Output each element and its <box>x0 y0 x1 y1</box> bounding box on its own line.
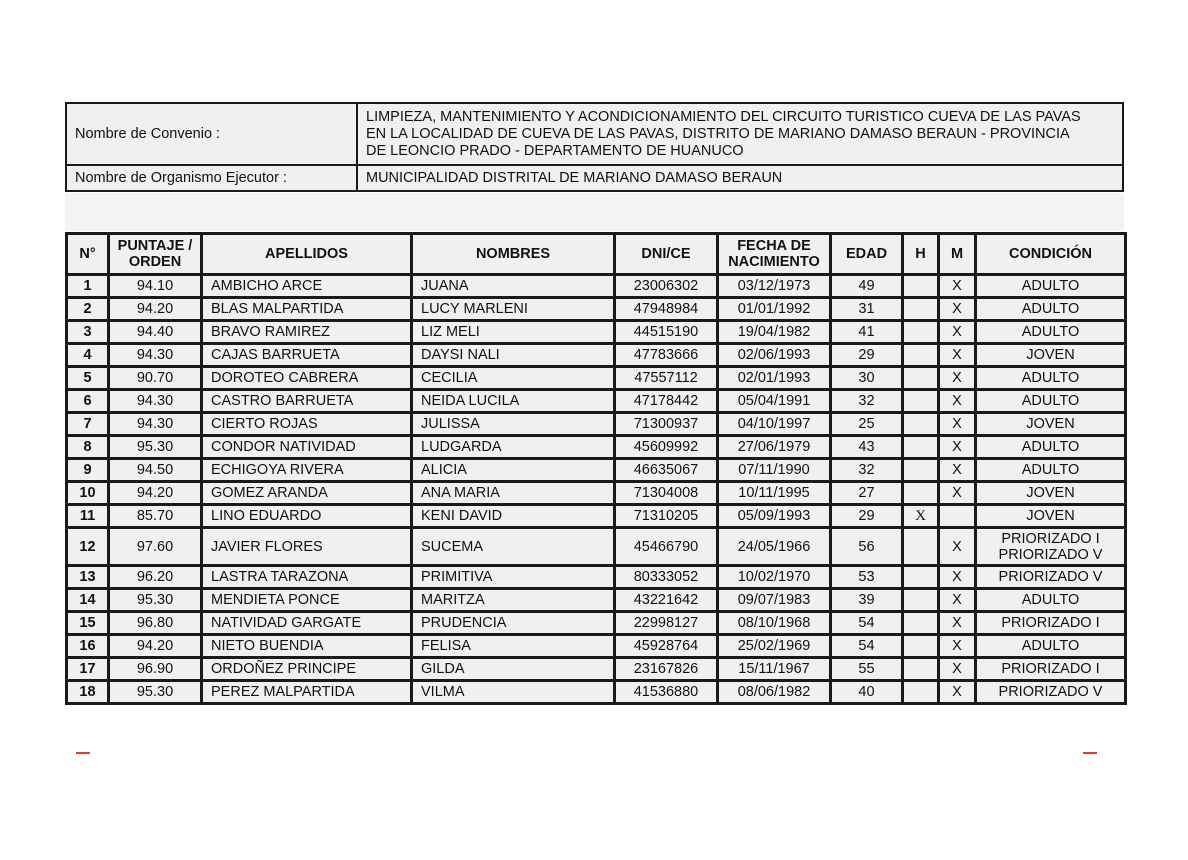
cell-apellidos: CAJAS BARRUETA <box>202 344 412 367</box>
cell-dni: 80333052 <box>615 566 718 589</box>
cell-apellidos: JAVIER FLORES <box>202 528 412 566</box>
cell-puntaje: 95.30 <box>109 436 202 459</box>
cell-m: X <box>939 436 976 459</box>
cell-condicion: ADULTO <box>976 635 1126 658</box>
cell-edad: 29 <box>831 505 903 528</box>
col-header-apellidos: APELLIDOS <box>202 234 412 275</box>
cell-condicion: JOVEN <box>976 344 1126 367</box>
cell-edad: 29 <box>831 344 903 367</box>
cell-n: 17 <box>67 658 109 681</box>
cell-n: 18 <box>67 681 109 704</box>
cell-condicion: ADULTO <box>976 436 1126 459</box>
condicion-line: PRIORIZADO V <box>998 546 1103 563</box>
cell-fecha: 08/10/1968 <box>718 612 831 635</box>
cell-apellidos: CONDOR NATIVIDAD <box>202 436 412 459</box>
cell-puntaje: 85.70 <box>109 505 202 528</box>
cell-edad: 41 <box>831 321 903 344</box>
cell-fecha: 01/01/1992 <box>718 298 831 321</box>
cell-edad: 39 <box>831 589 903 612</box>
cell-condicion <box>976 528 1126 566</box>
cell-puntaje: 90.70 <box>109 367 202 390</box>
cell-edad: 54 <box>831 635 903 658</box>
cell-nombres: LUDGARDA <box>412 436 615 459</box>
cell-apellidos: NATIVIDAD GARGATE <box>202 612 412 635</box>
cell-puntaje: 95.30 <box>109 681 202 704</box>
cell-nombres: NEIDA LUCILA <box>412 390 615 413</box>
cell-nombres: VILMA <box>412 681 615 704</box>
cell-n: 10 <box>67 482 109 505</box>
cell-h <box>903 321 939 344</box>
beneficiarios-table <box>65 232 1127 705</box>
cell-puntaje: 96.80 <box>109 612 202 635</box>
cell-apellidos: BLAS MALPARTIDA <box>202 298 412 321</box>
cell-puntaje: 94.30 <box>109 344 202 367</box>
cell-nombres: SUCEMA <box>412 528 615 566</box>
cell-condicion: ADULTO <box>976 390 1126 413</box>
cell-nombres: GILDA <box>412 658 615 681</box>
cell-condicion: ADULTO <box>976 275 1126 298</box>
cell-m: X <box>939 367 976 390</box>
table-body <box>67 275 1126 704</box>
cell-h <box>903 612 939 635</box>
cell-apellidos: ECHIGOYA RIVERA <box>202 459 412 482</box>
cell-m <box>939 505 976 528</box>
table-row <box>67 658 1126 681</box>
cell-dni: 46635067 <box>615 459 718 482</box>
cell-h <box>903 413 939 436</box>
cell-puntaje: 94.40 <box>109 321 202 344</box>
cell-m: X <box>939 298 976 321</box>
cell-apellidos: ORDOÑEZ PRINCIPE <box>202 658 412 681</box>
cell-edad: 55 <box>831 658 903 681</box>
cell-n: 1 <box>67 275 109 298</box>
cell-n: 12 <box>67 528 109 566</box>
col-header-edad: EDAD <box>831 234 903 275</box>
table-row <box>67 367 1126 390</box>
cell-dni: 23167826 <box>615 658 718 681</box>
cell-n: 5 <box>67 367 109 390</box>
cell-h <box>903 344 939 367</box>
cell-h: X <box>903 505 939 528</box>
cell-h <box>903 459 939 482</box>
cell-puntaje: 94.50 <box>109 459 202 482</box>
cell-edad: 32 <box>831 459 903 482</box>
cell-condicion: ADULTO <box>976 298 1126 321</box>
cell-nombres: CECILIA <box>412 367 615 390</box>
convenio-value-line: LIMPIEZA, MANTENIMIENTO Y ACONDICIONAMIENTO DEL CIRCUITO TURISTICO CUEVA DE LAS PAVAS <box>366 108 1081 125</box>
cell-dni: 22998127 <box>615 612 718 635</box>
cell-apellidos: CIERTO ROJAS <box>202 413 412 436</box>
cell-condicion: PRIORIZADO I <box>976 612 1126 635</box>
cell-n: 9 <box>67 459 109 482</box>
col-header-fecha: FECHA DE NACIMIENTO <box>718 234 831 275</box>
cell-apellidos: AMBICHO ARCE <box>202 275 412 298</box>
condicion-line: PRIORIZADO I <box>1001 530 1100 547</box>
cell-apellidos: GOMEZ ARANDA <box>202 482 412 505</box>
cell-m: X <box>939 635 976 658</box>
cell-edad: 49 <box>831 275 903 298</box>
cell-puntaje: 96.20 <box>109 566 202 589</box>
cell-fecha: 04/10/1997 <box>718 413 831 436</box>
cell-edad: 43 <box>831 436 903 459</box>
cell-h <box>903 390 939 413</box>
cell-n: 15 <box>67 612 109 635</box>
cell-edad: 30 <box>831 367 903 390</box>
cell-fecha: 05/04/1991 <box>718 390 831 413</box>
cell-edad: 40 <box>831 681 903 704</box>
cell-m: X <box>939 589 976 612</box>
cell-dni: 41536880 <box>615 681 718 704</box>
cell-h <box>903 482 939 505</box>
cell-n: 8 <box>67 436 109 459</box>
cell-nombres: FELISA <box>412 635 615 658</box>
cell-h <box>903 367 939 390</box>
cell-dni: 47948984 <box>615 298 718 321</box>
cell-condicion: ADULTO <box>976 367 1126 390</box>
cell-fecha: 24/05/1966 <box>718 528 831 566</box>
cell-m: X <box>939 681 976 704</box>
table-row <box>67 390 1126 413</box>
cell-puntaje: 95.30 <box>109 589 202 612</box>
cell-m: X <box>939 658 976 681</box>
cell-nombres: KENI DAVID <box>412 505 615 528</box>
cell-condicion: ADULTO <box>976 321 1126 344</box>
table-header-row <box>67 234 1126 275</box>
convenio-value-line: EN LA LOCALIDAD DE CUEVA DE LAS PAVAS, DISTRITO DE MARIANO DAMASO BERAUN - PROVINCIA <box>366 125 1070 142</box>
cell-m: X <box>939 344 976 367</box>
cell-condicion: JOVEN <box>976 413 1126 436</box>
cell-puntaje: 94.20 <box>109 635 202 658</box>
table-row <box>67 459 1126 482</box>
cell-h <box>903 635 939 658</box>
col-header-h: H <box>903 234 939 275</box>
cell-nombres: JUANA <box>412 275 615 298</box>
cell-edad: 25 <box>831 413 903 436</box>
cell-edad: 54 <box>831 612 903 635</box>
cell-dni: 44515190 <box>615 321 718 344</box>
cell-condicion: ADULTO <box>976 589 1126 612</box>
section-spacer <box>65 193 1124 231</box>
table-row <box>67 589 1126 612</box>
cell-dni: 71300937 <box>615 413 718 436</box>
cell-m: X <box>939 612 976 635</box>
table-row <box>67 505 1126 528</box>
cell-nombres: PRUDENCIA <box>412 612 615 635</box>
cell-dni: 23006302 <box>615 275 718 298</box>
cell-puntaje: 96.90 <box>109 658 202 681</box>
cell-m: X <box>939 275 976 298</box>
cell-dni: 47557112 <box>615 367 718 390</box>
cell-condicion: PRIORIZADO V <box>976 566 1126 589</box>
cell-dni: 47783666 <box>615 344 718 367</box>
cell-apellidos: BRAVO RAMIREZ <box>202 321 412 344</box>
cell-m: X <box>939 566 976 589</box>
cell-apellidos: CASTRO BARRUETA <box>202 390 412 413</box>
table-row <box>67 681 1126 704</box>
convenio-info-table <box>65 102 1124 192</box>
cell-h <box>903 566 939 589</box>
cell-h <box>903 298 939 321</box>
cell-puntaje: 94.30 <box>109 390 202 413</box>
table-row <box>67 436 1126 459</box>
cell-n: 13 <box>67 566 109 589</box>
col-header-nombres: NOMBRES <box>412 234 615 275</box>
cell-nombres: ALICIA <box>412 459 615 482</box>
red-mark <box>76 752 90 754</box>
cell-fecha: 27/06/1979 <box>718 436 831 459</box>
cell-h <box>903 589 939 612</box>
table-row <box>67 344 1126 367</box>
cell-h <box>903 658 939 681</box>
cell-h <box>903 275 939 298</box>
cell-puntaje: 94.30 <box>109 413 202 436</box>
cell-dni: 45928764 <box>615 635 718 658</box>
cell-fecha: 25/02/1969 <box>718 635 831 658</box>
cell-n: 7 <box>67 413 109 436</box>
organismo-row <box>66 165 1123 191</box>
convenio-label: Nombre de Convenio : <box>66 103 357 165</box>
cell-dni: 71310205 <box>615 505 718 528</box>
cell-nombres: DAYSI NALI <box>412 344 615 367</box>
cell-edad: 53 <box>831 566 903 589</box>
cell-apellidos: LINO EDUARDO <box>202 505 412 528</box>
table-row <box>67 298 1126 321</box>
table-row <box>67 635 1126 658</box>
cell-condicion: JOVEN <box>976 482 1126 505</box>
cell-dni: 43221642 <box>615 589 718 612</box>
cell-h <box>903 681 939 704</box>
cell-apellidos: NIETO BUENDIA <box>202 635 412 658</box>
cell-n: 11 <box>67 505 109 528</box>
cell-puntaje: 94.10 <box>109 275 202 298</box>
convenio-row <box>66 103 1123 165</box>
col-header-dni: DNI/CE <box>615 234 718 275</box>
cell-fecha: 02/01/1993 <box>718 367 831 390</box>
cell-nombres: PRIMITIVA <box>412 566 615 589</box>
cell-n: 4 <box>67 344 109 367</box>
cell-m: X <box>939 321 976 344</box>
cell-fecha: 03/12/1973 <box>718 275 831 298</box>
cell-edad: 32 <box>831 390 903 413</box>
table-row <box>67 566 1126 589</box>
cell-apellidos: MENDIETA PONCE <box>202 589 412 612</box>
table-row <box>67 275 1126 298</box>
cell-dni: 47178442 <box>615 390 718 413</box>
cell-nombres: MARITZA <box>412 589 615 612</box>
cell-apellidos: DOROTEO CABRERA <box>202 367 412 390</box>
cell-apellidos: LASTRA TARAZONA <box>202 566 412 589</box>
cell-fecha: 07/11/1990 <box>718 459 831 482</box>
red-mark <box>1083 752 1097 754</box>
cell-h <box>903 436 939 459</box>
cell-nombres: LIZ MELI <box>412 321 615 344</box>
cell-fecha: 05/09/1993 <box>718 505 831 528</box>
cell-n: 14 <box>67 589 109 612</box>
col-header-condicion: CONDICIÓN <box>976 234 1126 275</box>
organismo-value: MUNICIPALIDAD DISTRITAL DE MARIANO DAMASO BERAUN <box>357 165 1123 191</box>
cell-dni: 45609992 <box>615 436 718 459</box>
cell-nombres: LUCY MARLENI <box>412 298 615 321</box>
cell-m: X <box>939 459 976 482</box>
cell-puntaje: 97.60 <box>109 528 202 566</box>
cell-n: 16 <box>67 635 109 658</box>
cell-fecha: 02/06/1993 <box>718 344 831 367</box>
cell-edad: 31 <box>831 298 903 321</box>
cell-n: 6 <box>67 390 109 413</box>
col-header-puntaje: PUNTAJE / ORDEN <box>109 234 202 275</box>
cell-fecha: 10/11/1995 <box>718 482 831 505</box>
table-row <box>67 413 1126 436</box>
cell-puntaje: 94.20 <box>109 482 202 505</box>
cell-dni: 71304008 <box>615 482 718 505</box>
cell-nombres: ANA MARIA <box>412 482 615 505</box>
cell-nombres: JULISSA <box>412 413 615 436</box>
cell-m: X <box>939 390 976 413</box>
organismo-label: Nombre de Organismo Ejecutor : <box>66 165 357 191</box>
table-row <box>67 528 1126 566</box>
cell-apellidos: PEREZ MALPARTIDA <box>202 681 412 704</box>
cell-m: X <box>939 413 976 436</box>
table-row <box>67 321 1126 344</box>
cell-edad: 56 <box>831 528 903 566</box>
cell-fecha: 09/07/1983 <box>718 589 831 612</box>
cell-condicion: PRIORIZADO V <box>976 681 1126 704</box>
cell-h <box>903 528 939 566</box>
col-header-m: M <box>939 234 976 275</box>
cell-condicion: ADULTO <box>976 459 1126 482</box>
cell-dni: 45466790 <box>615 528 718 566</box>
table-row <box>67 612 1126 635</box>
convenio-value <box>357 103 1123 165</box>
cell-edad: 27 <box>831 482 903 505</box>
cell-fecha: 15/11/1967 <box>718 658 831 681</box>
cell-m: X <box>939 482 976 505</box>
cell-n: 2 <box>67 298 109 321</box>
table-row <box>67 482 1126 505</box>
cell-n: 3 <box>67 321 109 344</box>
cell-fecha: 10/02/1970 <box>718 566 831 589</box>
cell-m: X <box>939 528 976 566</box>
cell-condicion: JOVEN <box>976 505 1126 528</box>
cell-fecha: 19/04/1982 <box>718 321 831 344</box>
convenio-value-line: DE LEONCIO PRADO - DEPARTAMENTO DE HUANUCO <box>366 142 744 159</box>
cell-puntaje: 94.20 <box>109 298 202 321</box>
cell-condicion: PRIORIZADO I <box>976 658 1126 681</box>
cell-fecha: 08/06/1982 <box>718 681 831 704</box>
col-header-n: N° <box>67 234 109 275</box>
